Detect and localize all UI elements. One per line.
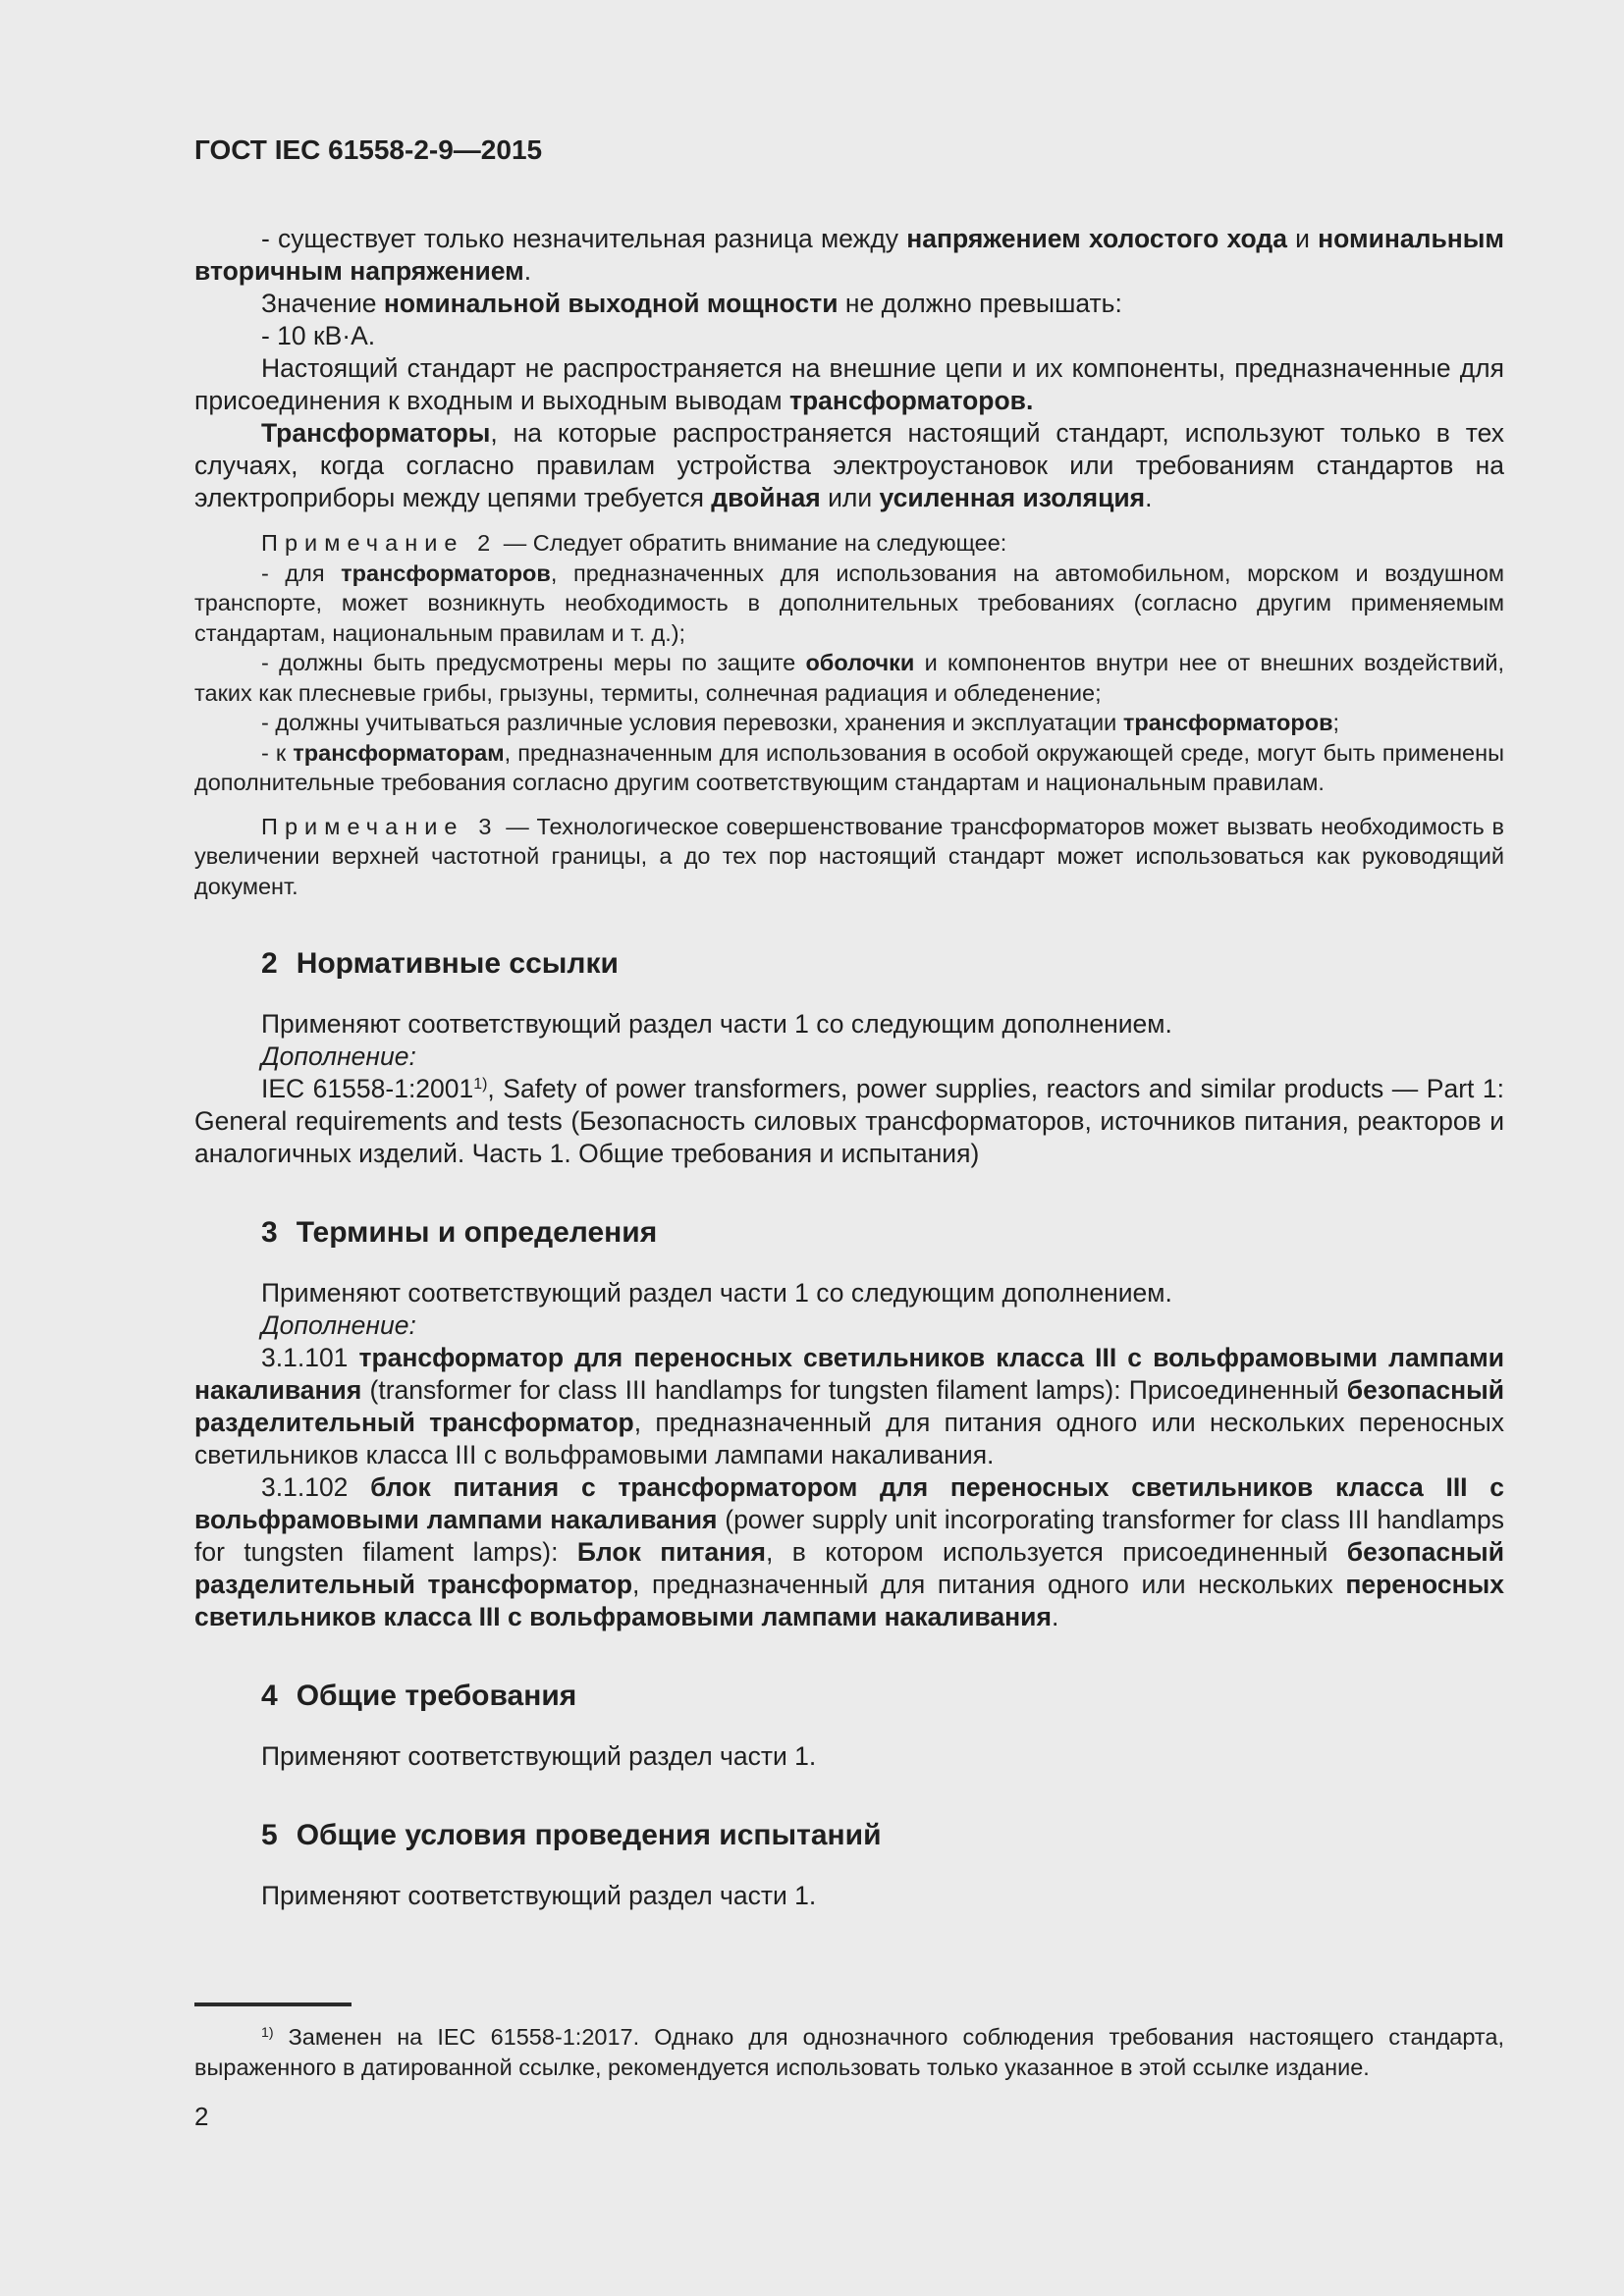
section-number: 4	[261, 1680, 278, 1712]
section-heading-general-requirements	[194, 1679, 1504, 1714]
footnote-rule	[194, 2002, 352, 2006]
section-title: Термины и определения	[296, 1216, 658, 1249]
paragraph-apply-part1-with-addition: Применяют соответствующий раздел части 1 со следующим дополнением.	[261, 1009, 1172, 1039]
section-heading-normative-references	[194, 946, 1504, 982]
paragraph-rated-output-limit: - 10 кВ·А.	[261, 321, 376, 350]
note-2-item-2: - должны быть предусмотрены меры по защите оболочки и компонентов внутри нее от внешних воздействий, таких как плесневые грибы, грызуны, термиты, солнечная радиация и обледенение;	[194, 650, 1504, 706]
paragraph-iec-reference: IEC 61558-1:2001$^{1)}$, Safety of power transformers, power supplies, reactors and similar products — Part 1: General requirements and tests (Безопасность силовых трансформаторов, источников питания, реакторов и аналогичных изделий. Часть 1. Общие требования и испытания)	[194, 1074, 1504, 1168]
paragraph-transformers-scope: Трансформаторы, на которые распространяется настоящий стандарт, используют только в тех случаях, когда согласно правилам устройства электроустановок или требованиям стандартов на электроприборы между цепями требуется двойная или усиленная изоляция.	[194, 418, 1504, 512]
section-number: 2	[261, 947, 278, 980]
paragraph-rated-output-intro: Значение номинальной выходной мощности не должно превышать:	[261, 289, 1122, 318]
section-heading-general-test-conditions	[194, 1818, 1504, 1853]
section-title: Общие условия проведения испытаний	[296, 1819, 882, 1851]
paragraph-apply-part1-with-addition-2: Применяют соответствующий раздел части 1 со следующим дополнением.	[261, 1278, 1172, 1308]
note-2-head: Примечание 2 — Следует обратить внимание на следующее:	[261, 530, 1007, 556]
note-2-item-1: - для трансформаторов, предназначенных для использования на автомобильном, морском и воздушном транспорте, может возникнуть необходимость в дополнительных требованиях (согласно другим применяемым стандартам, национальным правилам и т. д.);	[194, 560, 1504, 646]
section-heading-terms-definitions	[194, 1215, 1504, 1251]
note-3	[194, 812, 1504, 902]
note-2-item-4: - к трансформаторам, предназначенным для использования в особой окружающей среде, могут быть применены дополнительные требования согласно другим соответствующим стандартам и национальным правилам.	[194, 739, 1504, 795]
paragraph-voltage-difference: - существует только незначительная разница между напряжением холостого хода и номинальным вторичным напряжением.	[194, 224, 1505, 286]
note-2	[194, 528, 1504, 798]
paragraph-apply-part1-plain: Применяют соответствующий раздел части 1.	[261, 1741, 817, 1771]
paragraph-addition-label: Дополнение:	[261, 1041, 416, 1071]
section-number: 3	[261, 1216, 278, 1249]
paragraph-addition-label-2: Дополнение:	[261, 1310, 416, 1340]
section-title: Нормативные ссылки	[296, 947, 619, 980]
paragraph-term-3-1-102: 3.1.102 блок питания с трансформатором для переносных светильников класса III с вольфрамовыми лампами накаливания (power supply unit incorporating transformer for class III handlamps for tungsten filament lamps): Блок питания, в котором используется присоединенный безопасный разделительный трансформатор, предназначенный для питания одного или нескольких переносных светильников класса III с вольфрамовыми лампами накаливания.	[194, 1472, 1505, 1631]
section-number: 5	[261, 1819, 278, 1851]
standard-designation: ГОСТ IEC 61558-2-9—2015	[194, 134, 543, 165]
note-2-item-3: - должны учитываться различные условия перевозки, хранения и эксплуатации трансформаторов;	[261, 710, 1340, 735]
paragraph-scope-exclusion: Настоящий стандарт не распространяется на внешние цепи и их компоненты, предназначенные для присоединения к входным и выходным выводам трансформаторов.	[194, 353, 1504, 415]
page-number: 2	[194, 2102, 209, 2131]
paragraph-apply-part1-plain-2: Применяют соответствующий раздел части 1.	[261, 1881, 817, 1910]
paragraph-term-3-1-101: 3.1.101 трансформатор для переносных светильников класса III с вольфрамовыми лампами накаливания (transformer for class III handlamps for tungsten filament lamps): Присоединенный безопасный разделительный трансформатор, предназначенный для питания одного или нескольких переносных светильников класса III с вольфрамовыми лампами накаливания.	[194, 1343, 1504, 1469]
note-3-text: Примечание 3 — Технологическое совершенствование трансформаторов может вызвать необходимость в увеличении верхней частотной границы, а до тех пор настоящий стандарт может использоваться как руководящий документ.	[194, 813, 1504, 899]
section-title: Общие требования	[296, 1680, 577, 1712]
footnote-1: $^{1)}$ Заменен на IEC 61558-1:2017. Однако для однозначного соблюдения требования настоящего стандарта, выраженного в датированной ссылке, рекомендуется использовать только указанное в этой ссылке издание.	[194, 2024, 1504, 2080]
